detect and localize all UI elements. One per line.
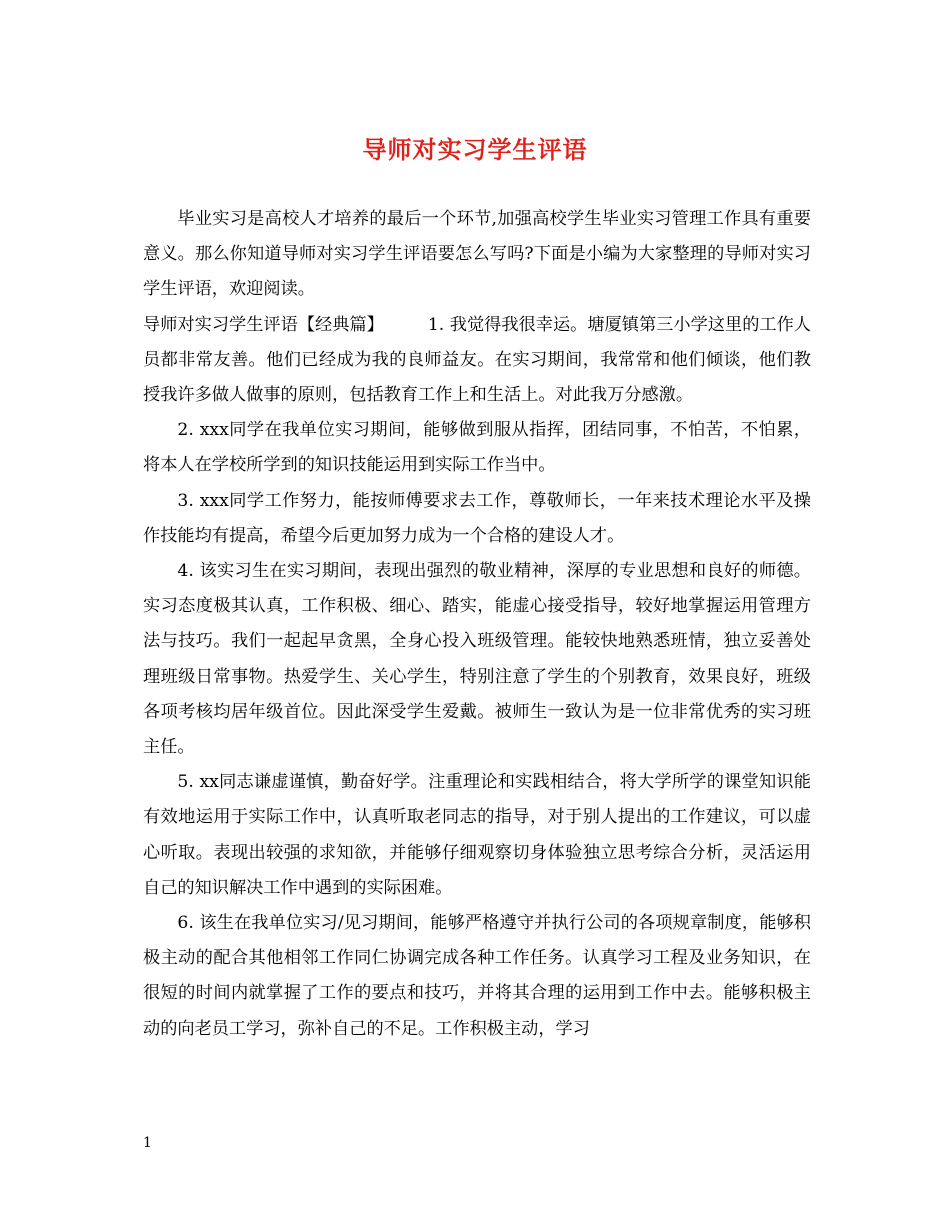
page-number: 1 bbox=[143, 1135, 152, 1151]
item-4-paragraph: 4. 该实习生在实习期间，表现出强烈的敬业精神，深厚的专业思想和良好的师德。实习态度极其认真，工作积极、细心、踏实，能虚心接受指导，较好地掌握运用管理方法与技巧。我们一起起早贪黑，全身心投入班级管理。能较快地熟悉班情，独立妥善处理班级日常事物。热爱学生、关心学生，特别注意了学生的个别教育，效果良好，班级各项考核均居年级首位。因此深受学生爱戴。被师生一致认为是一位非常优秀的实习班主任。 bbox=[143, 561, 811, 758]
document-title: 导师对实习学生评语 bbox=[362, 135, 588, 164]
item-5-paragraph: 5. xx同志谦虚谨慎，勤奋好学。注重理论和实践相结合，将大学所学的课堂知识能有效地运用于实际工作中，认真听取老同志的指导，对于别人提出的工作建议，可以虚心听取。表现出较强的求知欲，并能够仔细观察切身体验独立思考综合分析，灵活运用自己的知识解决工作中遇到的实际困难。 bbox=[143, 772, 811, 898]
document-body bbox=[143, 202, 811, 1047]
item-1-paragraph bbox=[143, 308, 811, 414]
item-2-paragraph: 2. xxx同学在我单位实习期间，能够做到服从指挥，团结同事，不怕苦，不怕累，将本人在学校所学到的知识技能运用到实际工作当中。 bbox=[143, 420, 811, 476]
intro-paragraph: 毕业实习是高校人才培养的最后一个环节,加强高校学生毕业实习管理工作具有重要意义。那么你知道导师对实习学生评语要怎么写吗?下面是小编为大家整理的导师对实习学生评语，欢迎阅读。 bbox=[143, 209, 811, 300]
item-3-paragraph: 3. xxx同学工作努力，能按师傅要求去工作，尊敬师长，一年来技术理论水平及操作技能均有提高，希望今后更加努力成为一个合格的建设人才。 bbox=[143, 490, 811, 546]
item-1-text: 1. 我觉得我很幸运。塘厦镇第三小学这里的工作人员都非常友善。他们已经成为我的良师益友。在实习期间，我常常和他们倾谈，他们教授我许多做人做事的原则，包括教育工作上和生活上。对此我万分感激。 bbox=[143, 314, 811, 406]
section-heading: 导师对实习学生评语【经典篇】 bbox=[143, 314, 384, 335]
item-6-paragraph: 6. 该生在我单位实习/见习期间，能够严格遵守并执行公司的各项规章制度，能够积极主动的配合其他相邻工作同仁协调完成各种工作任务。认真学习工程及业务知识，在很短的时间内就掌握了工作的要点和技巧，并将其合理的运用到工作中去。能够积极主动的向老员工学习，弥补自己的不足。工作积极主动，学习 bbox=[143, 913, 811, 1039]
